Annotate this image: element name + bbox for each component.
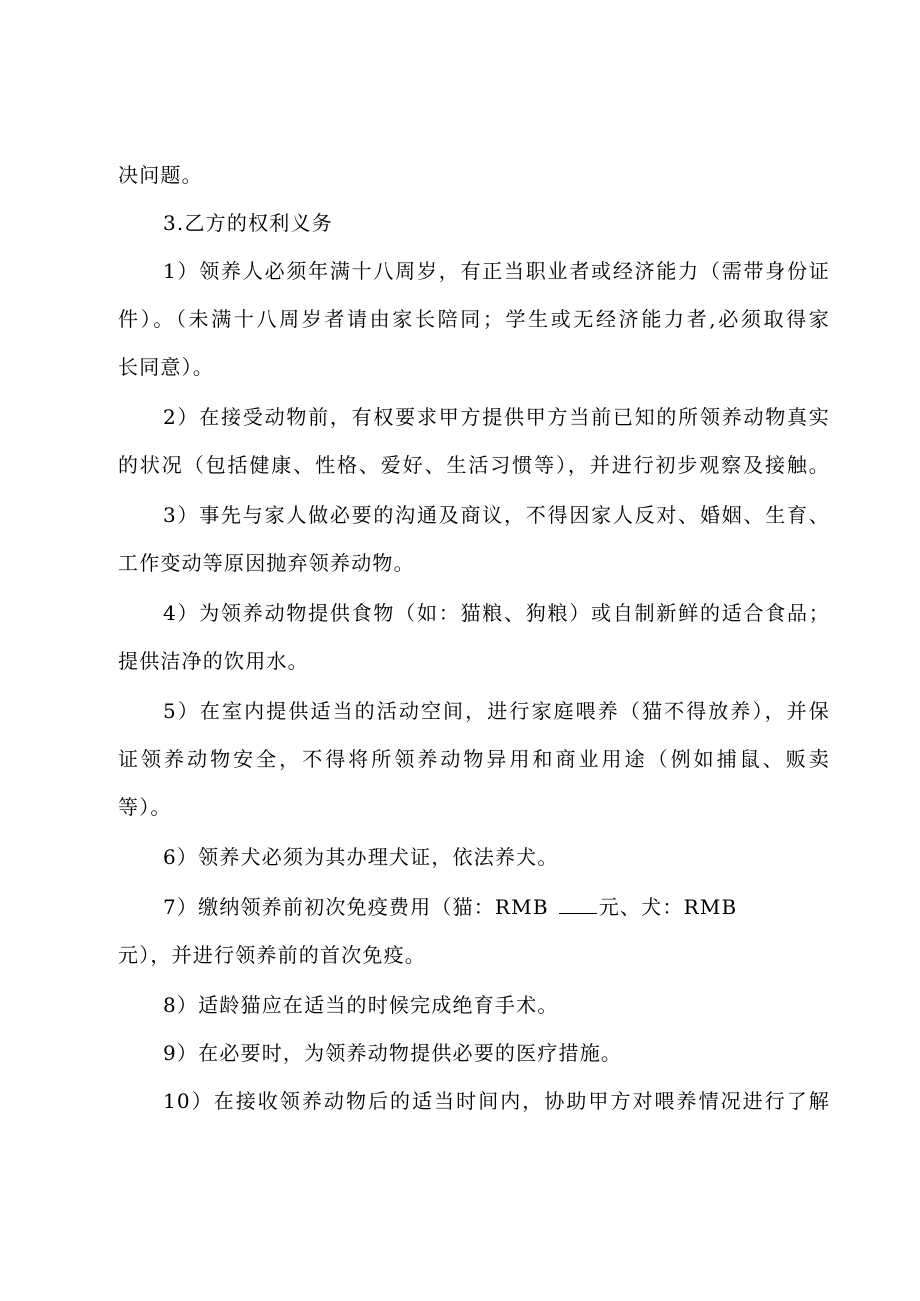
paragraph-line: 8）适龄猫应在适当的时候完成绝育手术。 <box>163 993 559 1017</box>
section-heading: 3.乙方的权利义务 <box>163 211 333 235</box>
paragraph-line: 证领养动物安全，不得将所领养动物异用和商业用途（例如捕鼠、贩卖 <box>118 747 830 771</box>
paragraph-line: 2）在接受动物前，有权要求甲方提供甲方当前已知的所领养动物真实 <box>163 405 830 429</box>
paragraph-line: 6）领养犬必须为其办理犬证，依法养犬。 <box>163 845 559 869</box>
paragraph-line: 件）。（未满十八周岁者请由家长陪同；学生或无经济能力者,必须取得家 <box>118 307 830 331</box>
text-line: 决问题。 <box>118 163 203 187</box>
fee-line <box>163 894 830 920</box>
paragraph-line: 3）事先与家人做必要的沟通及商议，不得因家人反对、婚姻、生育、 <box>163 503 830 527</box>
fee-blank-cat[interactable] <box>559 895 597 914</box>
paragraph-line: 长同意）。 <box>118 355 214 379</box>
paragraph-line: 等）。 <box>118 795 172 819</box>
paragraph-line: 工作变动等原因抛弃领养动物。 <box>118 551 415 575</box>
paragraph-line: 5）在室内提供适当的活动空间，进行家庭喂养（猫不得放养），并保 <box>163 699 830 723</box>
paragraph-line: 9）在必要时，为领养动物提供必要的医疗措施。 <box>163 1041 623 1065</box>
fee-prefix: 7）缴纳领养前初次免疫费用（猫：RMB <box>163 895 549 919</box>
paragraph-line: 10）在接收领养动物后的适当时间内，协助甲方对喂养情况进行了解 <box>163 1089 830 1113</box>
paragraph-line: 提供洁净的饮用水。 <box>118 649 309 673</box>
fee-middle: 元、犬：RMB <box>598 895 738 919</box>
paragraph-line: 4）为领养动物提供食物（如：猫粮、狗粮）或自制新鲜的适合食品； <box>163 601 830 625</box>
paragraph-line: 1）领养人必须年满十八周岁，有正当职业者或经济能力（需带身份证 <box>163 259 830 283</box>
paragraph-line: 的状况（包括健康、性格、爱好、生活习惯等），并进行初步观察及接触。 <box>118 453 830 477</box>
paragraph-line: 元），并进行领养前的首次免疫。 <box>118 943 426 967</box>
